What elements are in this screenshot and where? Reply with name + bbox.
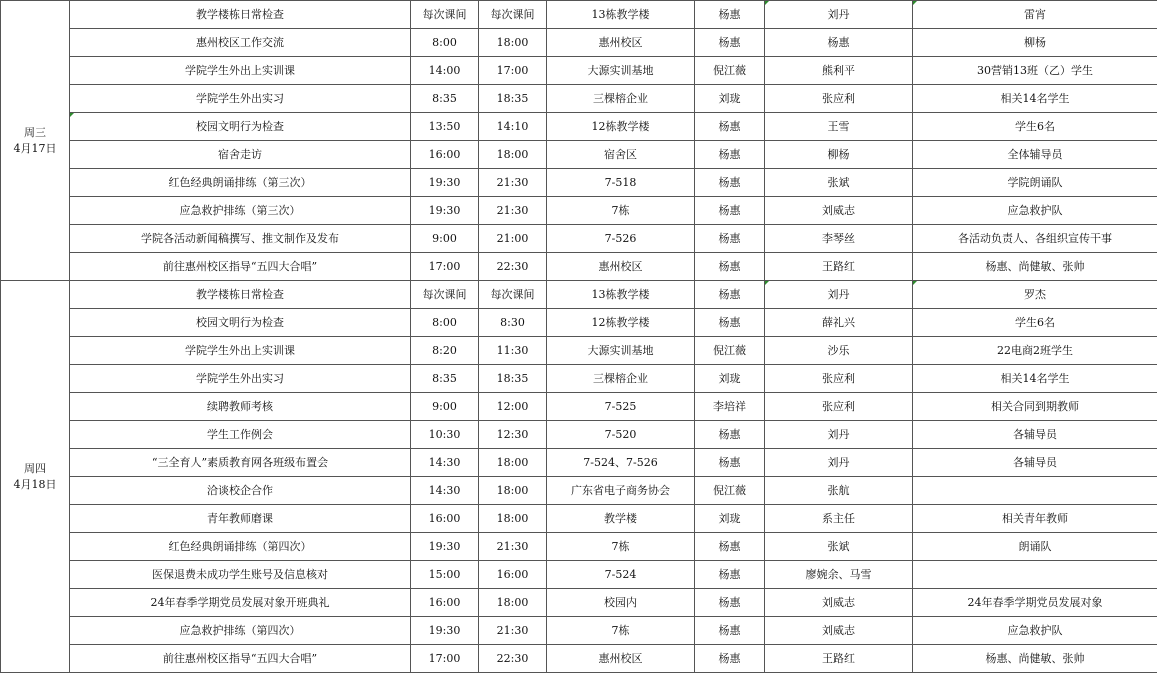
event-cell: 洽谈校企合作 xyxy=(70,477,411,505)
end-time-cell: 17:00 xyxy=(479,57,547,85)
location-cell: 大源实训基地 xyxy=(547,57,695,85)
location-cell: 7栋 xyxy=(547,533,695,561)
leader-cell: 倪江薇 xyxy=(695,57,765,85)
leader-cell: 杨惠 xyxy=(695,645,765,673)
end-time-cell: 21:30 xyxy=(479,617,547,645)
participants-cell: 相关青年教师 xyxy=(913,505,1157,533)
start-time-cell: 9:00 xyxy=(411,393,479,421)
start-time-cell: 19:30 xyxy=(411,169,479,197)
table-row xyxy=(1,449,1157,477)
location-cell: 7-526 xyxy=(547,225,695,253)
participants-cell xyxy=(913,477,1157,505)
participants-cell: 各辅导员 xyxy=(913,421,1157,449)
start-time-cell: 16:00 xyxy=(411,141,479,169)
leader-cell: 倪江薇 xyxy=(695,337,765,365)
owner-cell: 廖婉余、马雪 xyxy=(765,561,913,589)
end-time-cell: 18:00 xyxy=(479,477,547,505)
end-time-cell: 每次课间 xyxy=(479,1,547,29)
owner-cell: 熊利平 xyxy=(765,57,913,85)
leader-cell: 杨惠 xyxy=(695,197,765,225)
leader-cell: 杨惠 xyxy=(695,253,765,281)
event-cell: 前往惠州校区指导“五四大合唱” xyxy=(70,253,411,281)
event-cell: 学院各活动新闻稿撰写、推文制作及发布 xyxy=(70,225,411,253)
location-cell: 7栋 xyxy=(547,617,695,645)
table-row xyxy=(1,281,1157,309)
end-time-cell: 22:30 xyxy=(479,253,547,281)
event-cell: 校园文明行为检查 xyxy=(70,309,411,337)
participants-cell: 学生6名 xyxy=(913,309,1157,337)
start-time-cell: 每次课间 xyxy=(411,281,479,309)
owner-cell: 杨惠 xyxy=(765,29,913,57)
table-row xyxy=(1,589,1157,617)
end-time-cell: 18:00 xyxy=(479,141,547,169)
leader-cell: 杨惠 xyxy=(695,421,765,449)
location-cell: 教学楼 xyxy=(547,505,695,533)
table-row xyxy=(1,225,1157,253)
start-time-cell: 9:00 xyxy=(411,225,479,253)
location-cell: 7-524 xyxy=(547,561,695,589)
owner-cell: 刘丹 xyxy=(765,1,913,29)
end-time-cell: 11:30 xyxy=(479,337,547,365)
participants-cell: 杨惠、尚健敏、张帅 xyxy=(913,645,1157,673)
event-cell: 学院学生外出上实训课 xyxy=(70,57,411,85)
event-cell: 红色经典朗诵排练（第四次） xyxy=(70,533,411,561)
location-cell: 惠州校区 xyxy=(547,29,695,57)
participants-cell: 30营销13班（乙）学生 xyxy=(913,57,1157,85)
location-cell: 三棵榕企业 xyxy=(547,365,695,393)
event-cell: 教学楼栋日常检查 xyxy=(70,1,411,29)
start-time-cell: 17:00 xyxy=(411,645,479,673)
participants-cell: 柳杨 xyxy=(913,29,1157,57)
end-time-cell: 22:30 xyxy=(479,645,547,673)
event-cell: 青年教师磨课 xyxy=(70,505,411,533)
event-cell: 学院学生外出上实训课 xyxy=(70,337,411,365)
start-time-cell: 16:00 xyxy=(411,589,479,617)
leader-cell: 李培祥 xyxy=(695,393,765,421)
location-cell: 7-524、7-526 xyxy=(547,449,695,477)
leader-cell: 杨惠 xyxy=(695,589,765,617)
participants-cell: 全体辅导员 xyxy=(913,141,1157,169)
schedule-body xyxy=(1,1,1157,673)
owner-cell: 刘威志 xyxy=(765,589,913,617)
participants-cell: 雷宵 xyxy=(913,1,1157,29)
table-row xyxy=(1,505,1157,533)
leader-cell: 刘珑 xyxy=(695,505,765,533)
start-time-cell: 19:30 xyxy=(411,617,479,645)
owner-cell: 张航 xyxy=(765,477,913,505)
table-row xyxy=(1,393,1157,421)
owner-cell: 刘威志 xyxy=(765,617,913,645)
start-time-cell: 每次课间 xyxy=(411,1,479,29)
end-time-cell: 18:00 xyxy=(479,449,547,477)
owner-cell: 柳杨 xyxy=(765,141,913,169)
owner-cell: 刘丹 xyxy=(765,449,913,477)
start-time-cell: 8:20 xyxy=(411,337,479,365)
table-row xyxy=(1,645,1157,673)
leader-cell: 杨惠 xyxy=(695,617,765,645)
start-time-cell: 19:30 xyxy=(411,197,479,225)
weekday-label: 周三 xyxy=(24,125,46,139)
participants-cell: 相关合同到期教师 xyxy=(913,393,1157,421)
start-time-cell: 19:30 xyxy=(411,533,479,561)
event-cell: “三全育人”素质教育网各班级布置会 xyxy=(70,449,411,477)
table-row xyxy=(1,421,1157,449)
table-row xyxy=(1,561,1157,589)
owner-cell: 李琴丝 xyxy=(765,225,913,253)
leader-cell: 杨惠 xyxy=(695,309,765,337)
table-row xyxy=(1,29,1157,57)
location-cell: 广东省电子商务协会 xyxy=(547,477,695,505)
participants-cell: 罗杰 xyxy=(913,281,1157,309)
table-row xyxy=(1,309,1157,337)
start-time-cell: 8:35 xyxy=(411,85,479,113)
participants-cell: 相关14名学生 xyxy=(913,365,1157,393)
event-cell: 红色经典朗诵排练（第三次） xyxy=(70,169,411,197)
owner-cell: 王路红 xyxy=(765,645,913,673)
table-row xyxy=(1,617,1157,645)
table-row xyxy=(1,337,1157,365)
end-time-cell: 12:30 xyxy=(479,421,547,449)
owner-cell: 张应利 xyxy=(765,393,913,421)
end-time-cell: 18:35 xyxy=(479,85,547,113)
table-row xyxy=(1,365,1157,393)
owner-cell: 沙乐 xyxy=(765,337,913,365)
start-time-cell: 15:00 xyxy=(411,561,479,589)
start-time-cell: 17:00 xyxy=(411,253,479,281)
owner-cell: 刘丹 xyxy=(765,281,913,309)
day-cell xyxy=(1,1,70,281)
owner-cell: 王路红 xyxy=(765,253,913,281)
table-row xyxy=(1,57,1157,85)
location-cell: 13栋教学楼 xyxy=(547,281,695,309)
leader-cell: 倪江薇 xyxy=(695,477,765,505)
start-time-cell: 13:50 xyxy=(411,113,479,141)
end-time-cell: 18:00 xyxy=(479,589,547,617)
location-cell: 7栋 xyxy=(547,197,695,225)
event-cell: 学院学生外出实习 xyxy=(70,85,411,113)
participants-cell: 应急救护队 xyxy=(913,617,1157,645)
end-time-cell: 14:10 xyxy=(479,113,547,141)
end-time-cell: 18:00 xyxy=(479,29,547,57)
start-time-cell: 16:00 xyxy=(411,505,479,533)
table-row xyxy=(1,113,1157,141)
leader-cell: 杨惠 xyxy=(695,281,765,309)
start-time-cell: 8:35 xyxy=(411,365,479,393)
location-cell: 7-520 xyxy=(547,421,695,449)
end-time-cell: 12:00 xyxy=(479,393,547,421)
end-time-cell: 18:00 xyxy=(479,505,547,533)
leader-cell: 杨惠 xyxy=(695,113,765,141)
participants-cell: 应急救护队 xyxy=(913,197,1157,225)
leader-cell: 杨惠 xyxy=(695,225,765,253)
owner-cell: 王雪 xyxy=(765,113,913,141)
participants-cell: 学生6名 xyxy=(913,113,1157,141)
leader-cell: 杨惠 xyxy=(695,449,765,477)
end-time-cell: 21:30 xyxy=(479,197,547,225)
owner-cell: 张斌 xyxy=(765,533,913,561)
end-time-cell: 21:30 xyxy=(479,533,547,561)
event-cell: 教学楼栋日常检查 xyxy=(70,281,411,309)
location-cell: 12栋教学楼 xyxy=(547,113,695,141)
event-cell: 学院学生外出实习 xyxy=(70,365,411,393)
leader-cell: 刘珑 xyxy=(695,85,765,113)
owner-cell: 刘丹 xyxy=(765,421,913,449)
leader-cell: 杨惠 xyxy=(695,141,765,169)
leader-cell: 刘珑 xyxy=(695,365,765,393)
event-cell: 惠州校区工作交流 xyxy=(70,29,411,57)
owner-cell: 刘威志 xyxy=(765,197,913,225)
start-time-cell: 8:00 xyxy=(411,309,479,337)
location-cell: 三棵榕企业 xyxy=(547,85,695,113)
leader-cell: 杨惠 xyxy=(695,169,765,197)
event-cell: 续聘教师考核 xyxy=(70,393,411,421)
event-cell: 学生工作例会 xyxy=(70,421,411,449)
end-time-cell: 21:30 xyxy=(479,169,547,197)
event-cell: 校园文明行为检查 xyxy=(70,113,411,141)
participants-cell xyxy=(913,561,1157,589)
table-row xyxy=(1,141,1157,169)
date-label: 4月17日 xyxy=(13,141,57,155)
location-cell: 7-518 xyxy=(547,169,695,197)
table-row xyxy=(1,253,1157,281)
participants-cell: 杨惠、尚健敏、张帅 xyxy=(913,253,1157,281)
event-cell: 医保退费未成功学生账号及信息核对 xyxy=(70,561,411,589)
day-cell xyxy=(1,281,70,673)
end-time-cell: 8:30 xyxy=(479,309,547,337)
end-time-cell: 16:00 xyxy=(479,561,547,589)
leader-cell: 杨惠 xyxy=(695,29,765,57)
table-row xyxy=(1,533,1157,561)
table-row xyxy=(1,169,1157,197)
table-row xyxy=(1,85,1157,113)
participants-cell: 各辅导员 xyxy=(913,449,1157,477)
location-cell: 7-525 xyxy=(547,393,695,421)
location-cell: 大源实训基地 xyxy=(547,337,695,365)
location-cell: 惠州校区 xyxy=(547,645,695,673)
start-time-cell: 14:30 xyxy=(411,449,479,477)
participants-cell: 各活动负责人、各组织宣传干事 xyxy=(913,225,1157,253)
date-label: 4月18日 xyxy=(13,477,57,491)
participants-cell: 学院朗诵队 xyxy=(913,169,1157,197)
location-cell: 惠州校区 xyxy=(547,253,695,281)
location-cell: 13栋教学楼 xyxy=(547,1,695,29)
leader-cell: 杨惠 xyxy=(695,561,765,589)
participants-cell: 22电商2班学生 xyxy=(913,337,1157,365)
table-row xyxy=(1,477,1157,505)
table-row xyxy=(1,197,1157,225)
event-cell: 应急救护排练（第三次） xyxy=(70,197,411,225)
owner-cell: 系主任 xyxy=(765,505,913,533)
event-cell: 应急救护排练（第四次） xyxy=(70,617,411,645)
end-time-cell: 21:00 xyxy=(479,225,547,253)
location-cell: 12栋教学楼 xyxy=(547,309,695,337)
participants-cell: 24年春季学期党员发展对象 xyxy=(913,589,1157,617)
start-time-cell: 8:00 xyxy=(411,29,479,57)
end-time-cell: 18:35 xyxy=(479,365,547,393)
owner-cell: 张斌 xyxy=(765,169,913,197)
location-cell: 校园内 xyxy=(547,589,695,617)
leader-cell: 杨惠 xyxy=(695,533,765,561)
owner-cell: 薛礼兴 xyxy=(765,309,913,337)
location-cell: 宿舍区 xyxy=(547,141,695,169)
event-cell: 24年春季学期党员发展对象开班典礼 xyxy=(70,589,411,617)
participants-cell: 相关14名学生 xyxy=(913,85,1157,113)
table-row xyxy=(1,1,1157,29)
start-time-cell: 10:30 xyxy=(411,421,479,449)
end-time-cell: 每次课间 xyxy=(479,281,547,309)
leader-cell: 杨惠 xyxy=(695,1,765,29)
weekday-label: 周四 xyxy=(24,461,46,475)
owner-cell: 张应利 xyxy=(765,365,913,393)
event-cell: 前往惠州校区指导“五四大合唱” xyxy=(70,645,411,673)
participants-cell: 朗诵队 xyxy=(913,533,1157,561)
owner-cell: 张应利 xyxy=(765,85,913,113)
event-cell: 宿舍走访 xyxy=(70,141,411,169)
start-time-cell: 14:30 xyxy=(411,477,479,505)
start-time-cell: 14:00 xyxy=(411,57,479,85)
